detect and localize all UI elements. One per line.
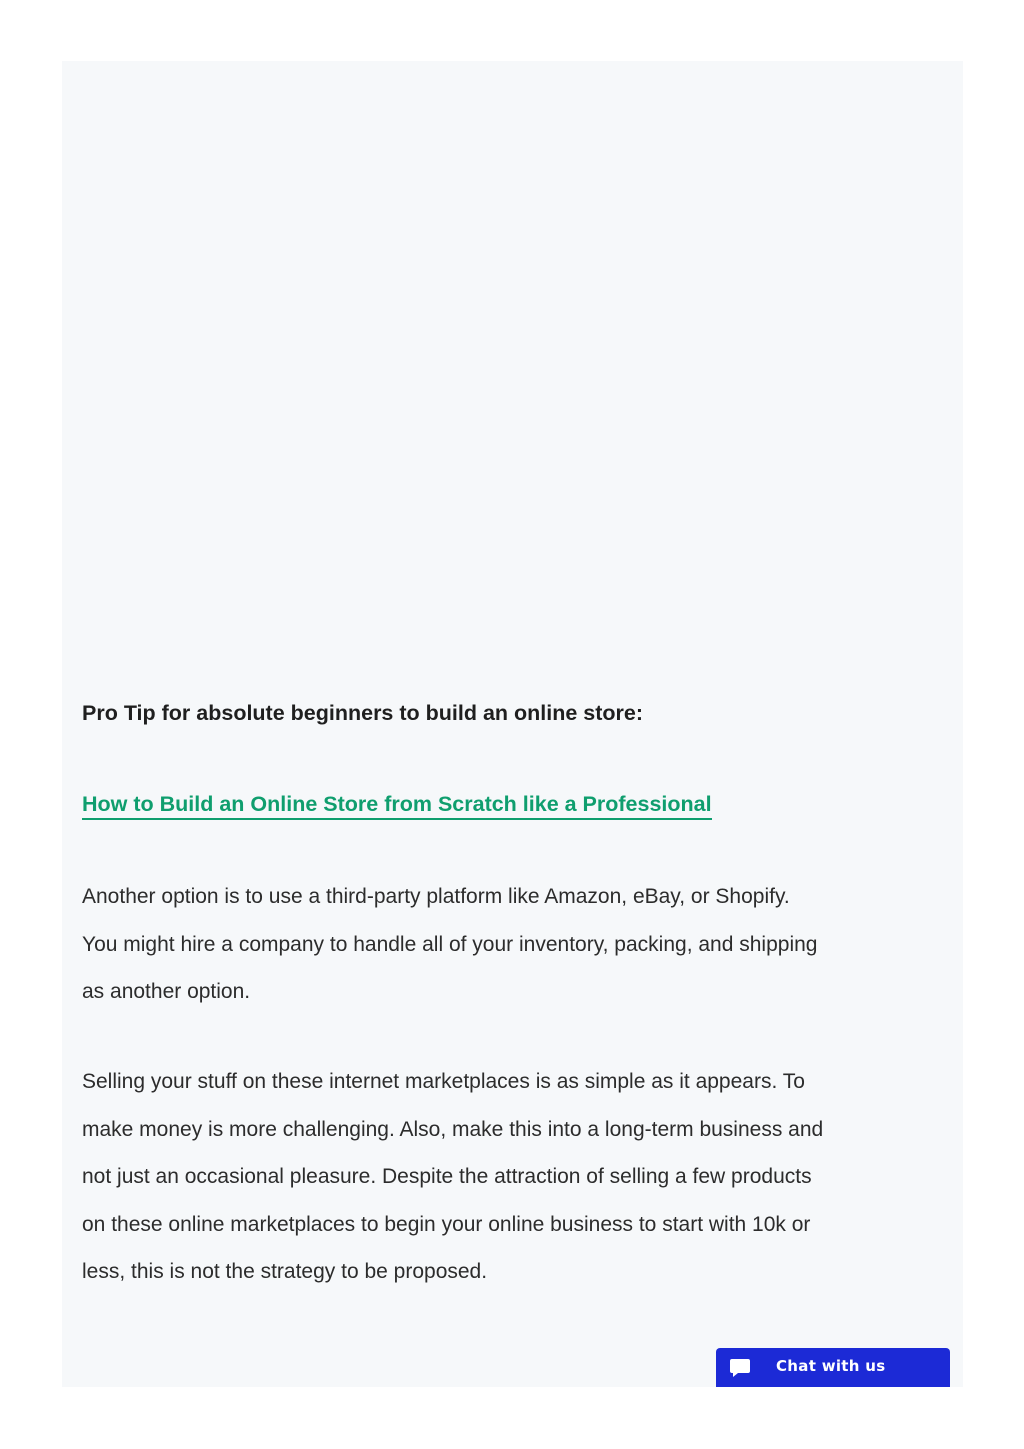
paragraph-marketplaces	[82, 1058, 952, 1296]
paragraph-line: Another option is to use a third-party platform like Amazon, eBay, or Shopify.	[82, 885, 790, 908]
paragraph-line: make money is more challenging. Also, make this into a long-term business and	[82, 1117, 824, 1141]
guide-link[interactable]: How to Build an Online Store from Scratch like a Professional	[82, 792, 712, 820]
chat-label: Chat with us	[776, 1357, 886, 1375]
paragraph-line: less, this is not the strategy to be proposed.	[82, 1260, 488, 1283]
chat-bubble-icon	[729, 1357, 751, 1379]
article-panel	[62, 61, 963, 1387]
chat-with-us-button[interactable]	[716, 1348, 950, 1387]
paragraph-line: Selling your stuff on these internet marketplaces is as simple as it appears. To	[82, 1070, 805, 1093]
paragraph-line: as another option.	[82, 980, 251, 1003]
paragraph-third-party	[82, 873, 952, 1016]
pro-tip-heading: Pro Tip for absolute beginners to build an online store:	[82, 701, 644, 725]
paragraph-line: You might hire a company to handle all of your inventory, packing, and shipping	[82, 932, 818, 956]
paragraph-line: on these online marketplaces to begin your online business to start with 10k or	[82, 1212, 811, 1236]
paragraph-line: not just an occasional pleasure. Despite the attraction of selling a few products	[82, 1165, 812, 1188]
